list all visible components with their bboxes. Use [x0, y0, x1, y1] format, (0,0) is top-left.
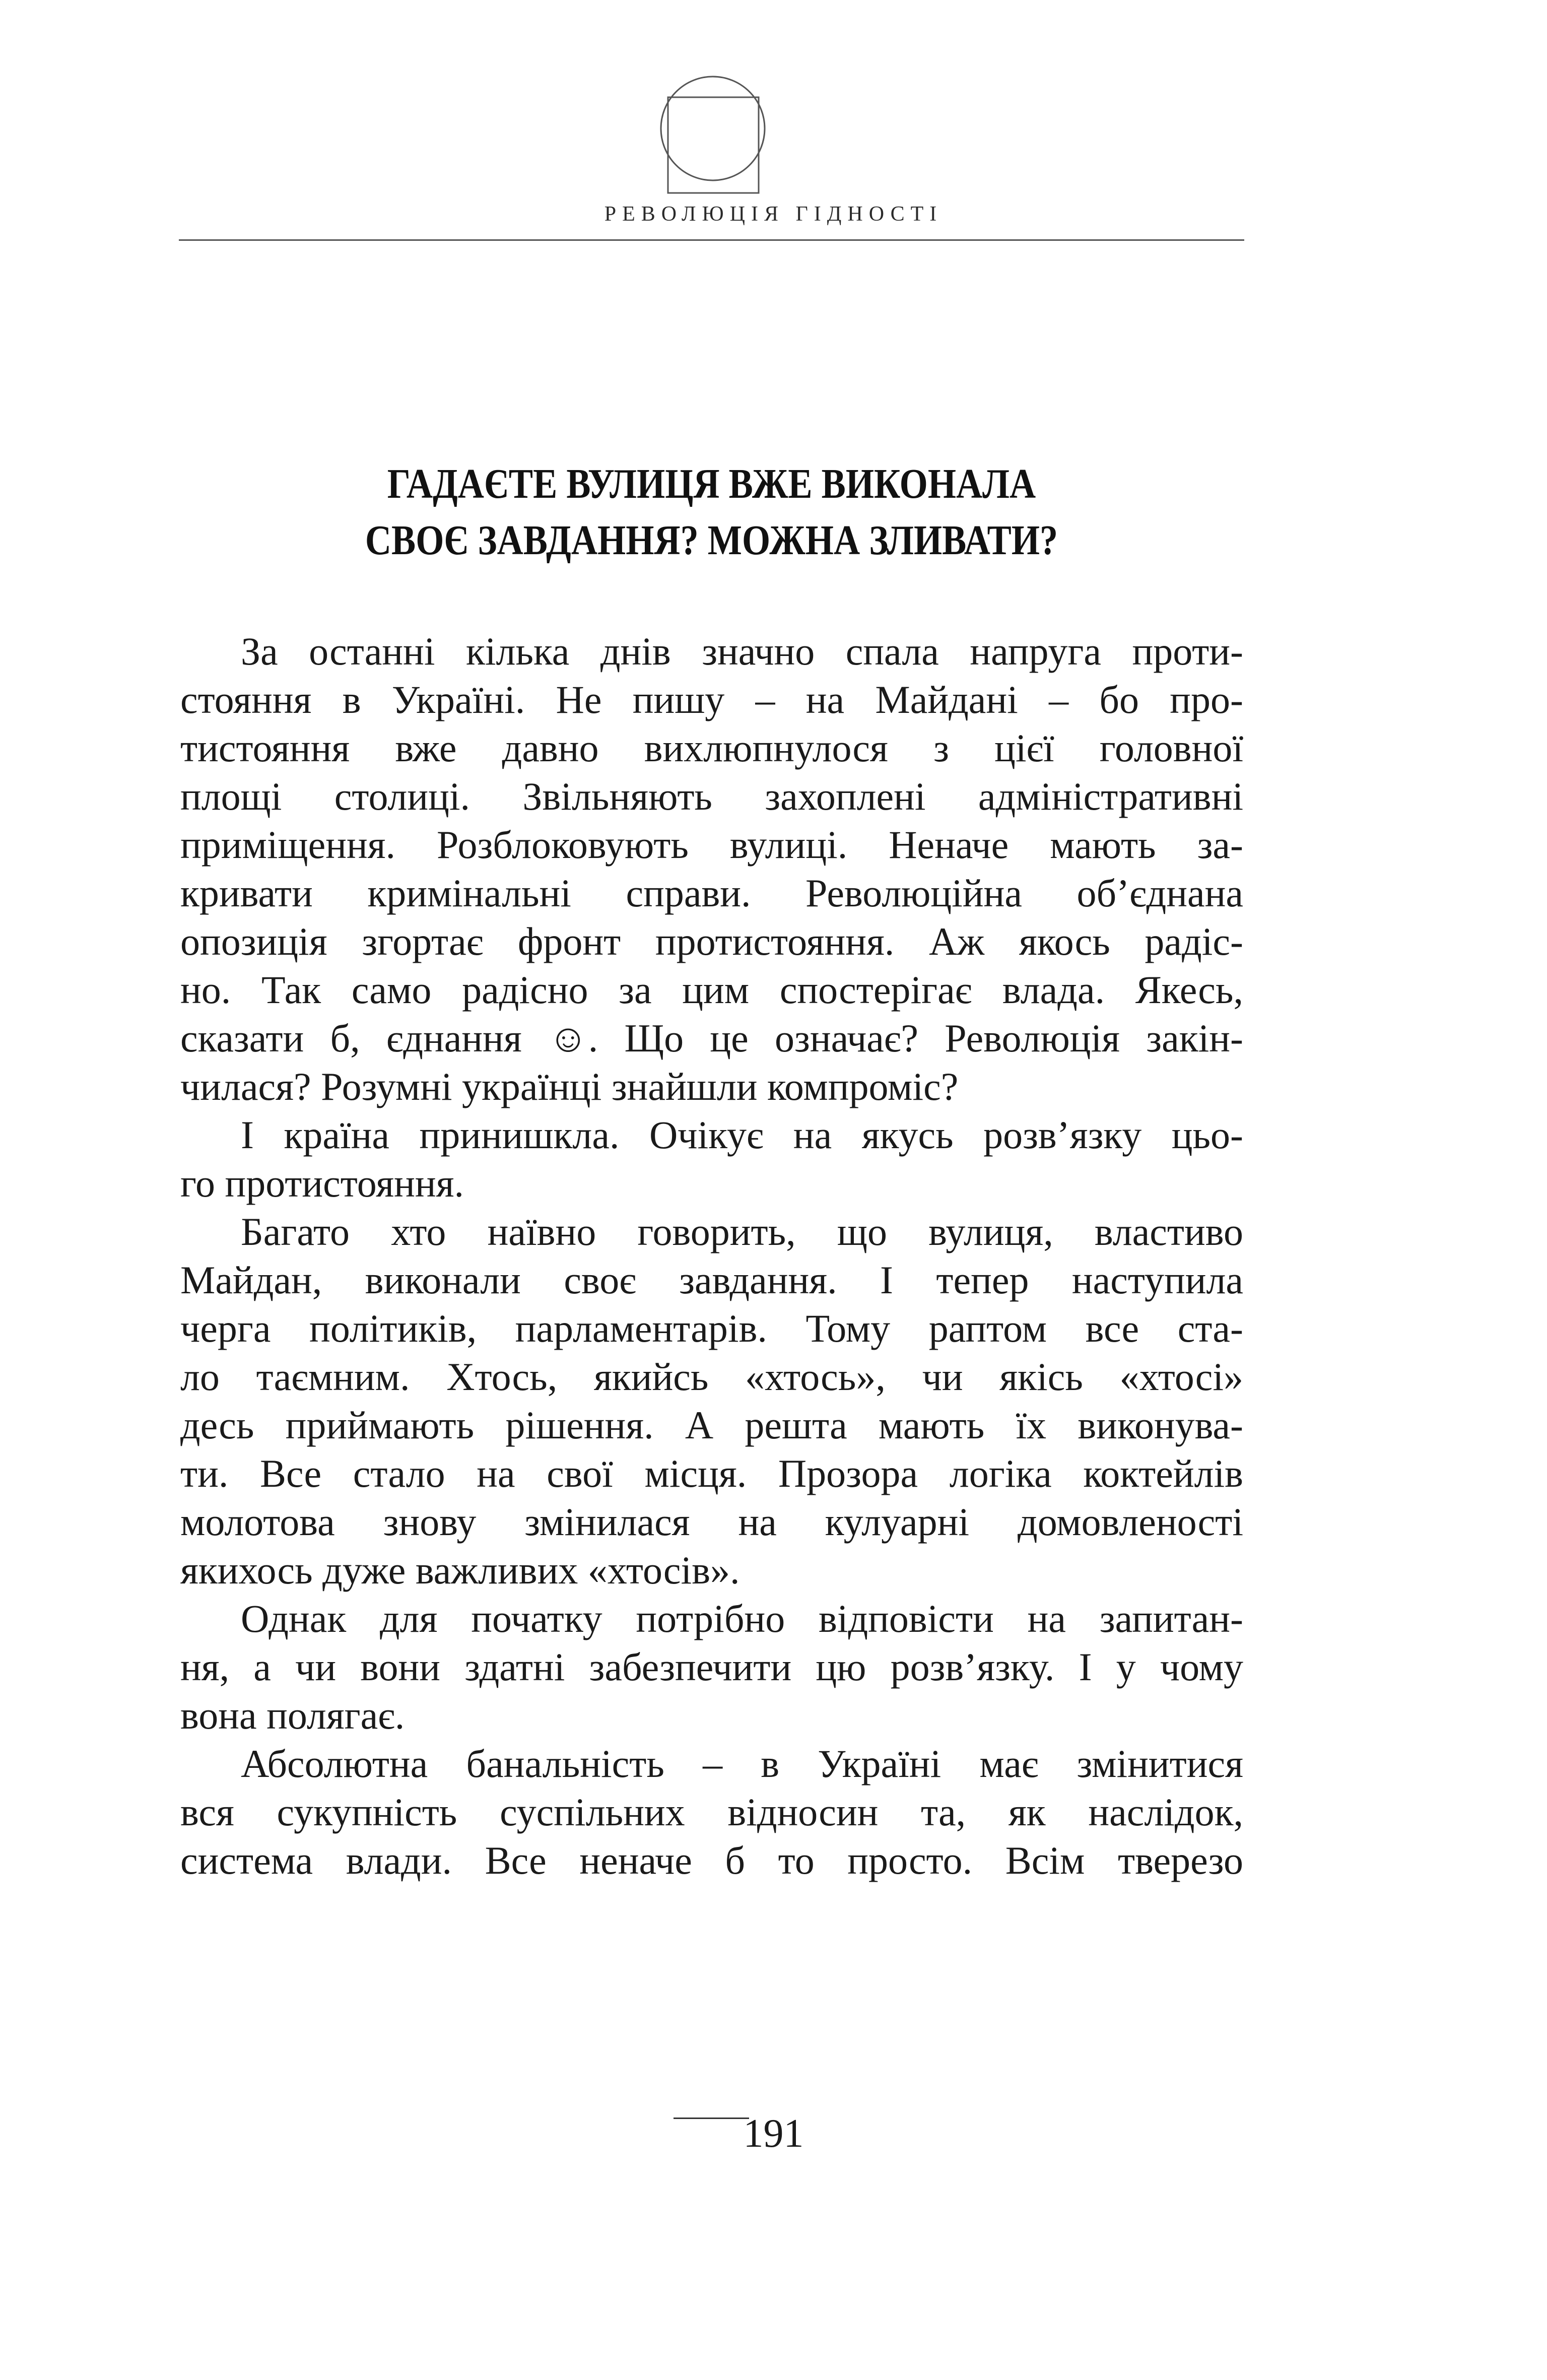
text-line: го протистояння. — [180, 1161, 464, 1205]
chapter-title — [253, 456, 1170, 569]
body-text — [180, 627, 1243, 1885]
text-line: стояння в Україні. Не пишу – на Майдані – бо про- — [180, 678, 1243, 721]
running-header: РЕВОЛЮЦІЯ ГІДНОСТІ — [604, 203, 943, 226]
text-line: опозиція згортає фронт протистояння. Аж якось радіс- — [180, 919, 1243, 963]
text-line: І країна принишкла. Очікує на якусь розв’язку цьо- — [241, 1113, 1243, 1157]
text-line: черга політиків, парламентарів. Тому раптом все ста- — [180, 1306, 1243, 1350]
text-line: Однак для початку потрібно відповісти на запитан- — [241, 1597, 1243, 1640]
text-line: Абсолютна банальність – в Україні має змінитися — [241, 1742, 1243, 1786]
chapter-title-line-2: СВОЄ ЗАВДАННЯ? МОЖНА ЗЛИВАТИ? — [365, 517, 1058, 564]
text-line: десь приймають рішення. А решта мають їх виконува- — [180, 1403, 1243, 1447]
text-line: ти. Все стало на свої місця. Прозора логіка коктейлів — [180, 1451, 1243, 1495]
text-line: но. Так само радісно за цим спостерігає влада. Якесь, — [180, 968, 1243, 1012]
text-line: ло таємним. Хтось, якийсь «хтось», чи якісь «хтосі» — [180, 1355, 1243, 1399]
text-line: Майдан, виконали своє завдання. І тепер наступила — [180, 1258, 1243, 1302]
text-line: вона полягає. — [180, 1693, 405, 1737]
text-line: вся сукупність суспільних відносин та, як наслідок, — [180, 1790, 1243, 1834]
chapter-title-line-1: ГАДАЄТЕ ВУЛИЦЯ ВЖЕ ВИКОНАЛА — [387, 460, 1036, 507]
text-line: молотова знову змінилася на кулуарні домовленості — [180, 1500, 1243, 1544]
page-number: 191 — [743, 2111, 804, 2156]
circle-square-emblem-icon — [652, 76, 773, 196]
text-line: чилася? Розумні українці знайшли компроміс? — [180, 1065, 959, 1108]
text-line: приміщення. Розблоковують вулиці. Неначе мають за- — [180, 823, 1243, 867]
header-divider — [179, 239, 1244, 241]
text-line: сказати б, єднання ☺. Що це означає? Революція закін- — [180, 1016, 1243, 1060]
text-line: Багато хто наївно говорить, що вулиця, властиво — [241, 1210, 1243, 1253]
text-line: тистояння вже давно вихлюпнулося з цієї головної — [180, 726, 1243, 770]
text-line: площі столиці. Звільняють захоплені адміністративні — [180, 774, 1243, 818]
text-line: якихось дуже важливих «хтосів». — [180, 1548, 740, 1592]
text-line: ня, а чи вони здатні забезпечити цю розв’язку. І у чому — [180, 1645, 1243, 1689]
text-line: кривати кримінальні справи. Революційна об’єднана — [180, 871, 1243, 915]
text-line: система влади. Все неначе б то просто. Всім тверезо — [180, 1838, 1243, 1882]
text-line: За останні кілька днів значно спала напруга проти- — [241, 629, 1243, 673]
